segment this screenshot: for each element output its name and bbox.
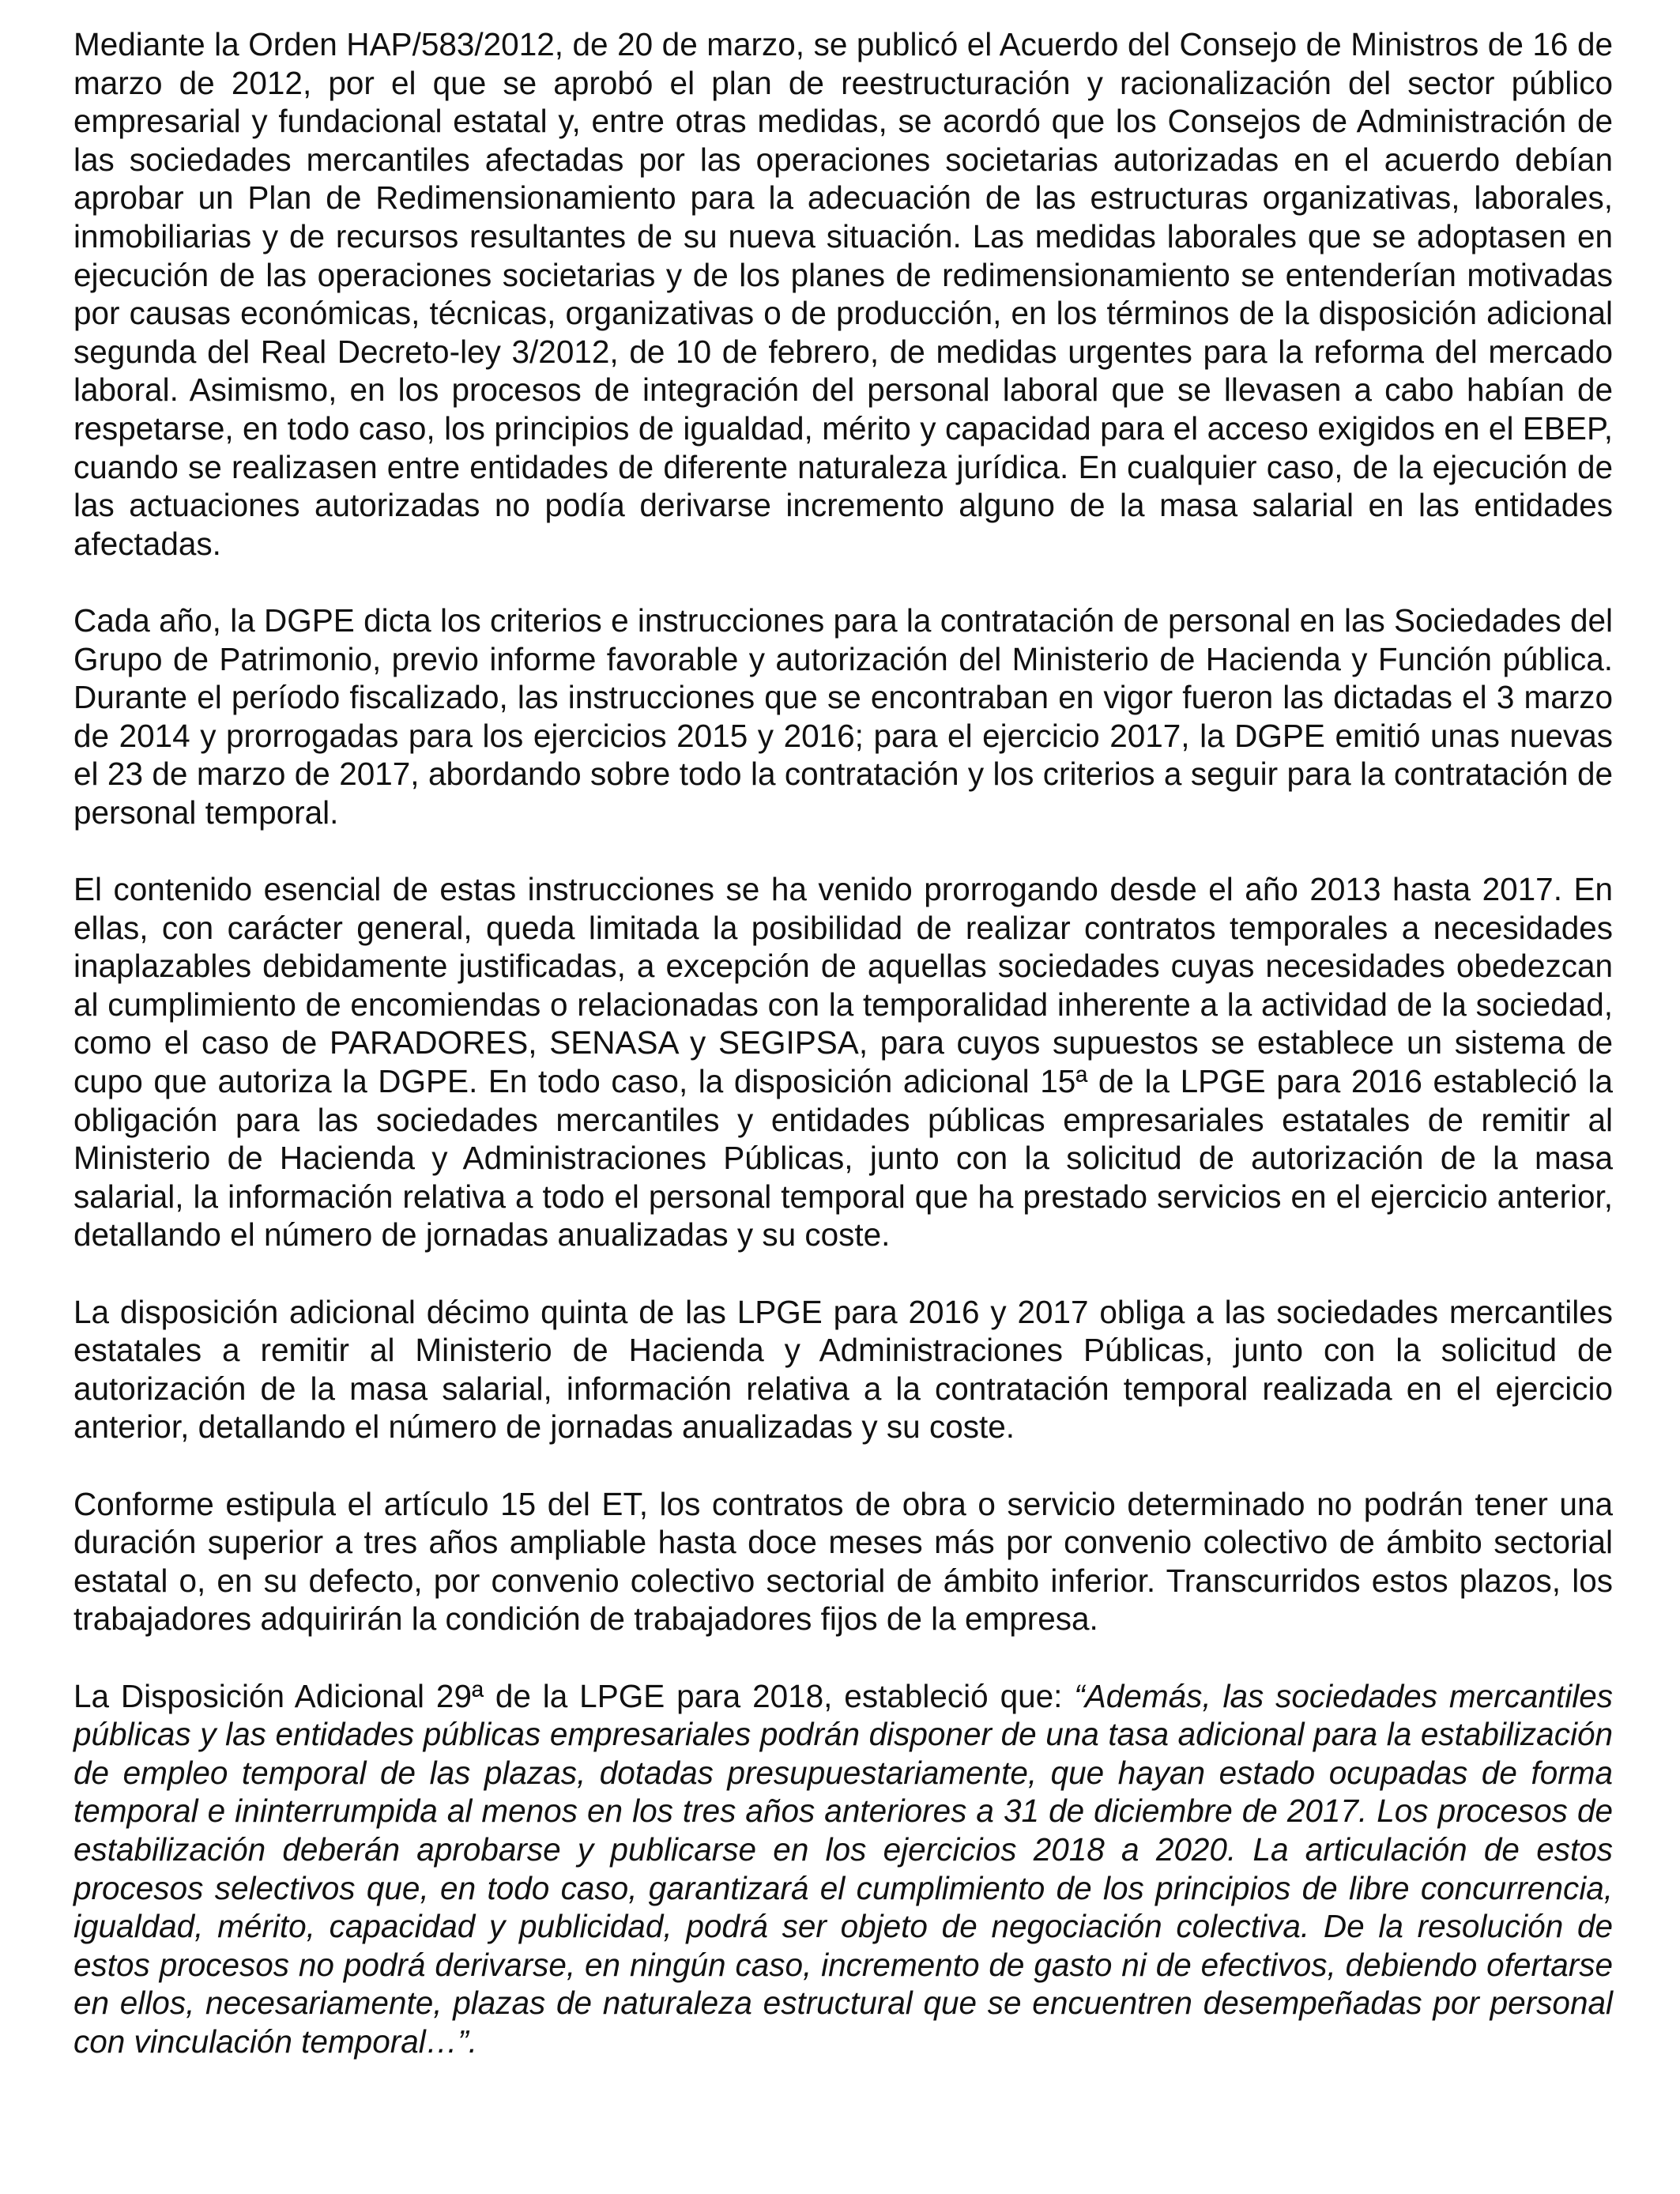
- paragraph-intro-text: La Disposición Adicional 29ª de la LPGE para 2018, estableció que:: [73, 1677, 1075, 1714]
- paragraph-disposicion-decimo-quinta: La disposición adicional décimo quinta de las LPGE para 2016 y 2017 obliga a las sociedades mercantiles estatales a remitir al Ministerio de Hacienda y Administraciones Públicas, junto con la solicitud de autorización de la masa salarial, información relativa a la contratación temporal realizada en el ejercicio anterior, detallando el número de jornadas anualizadas y su coste.: [73, 1293, 1613, 1446]
- paragraph-contenido-instrucciones: El contenido esencial de estas instrucciones se ha venido prorrogando desde el año 2013 hasta 2017. En ellas, con carácter general, queda limitada la posibilidad de realizar contratos temporales a necesidades inaplazables debidamente justificadas, a excepción de aquellas sociedades cuyas necesidades obedezcan al cumplimiento de encomiendas o relacionadas con la temporalidad inherente a la actividad de la sociedad, como el caso de PARADORES, SENASA y SEGIPSA, para cuyos supuestos se establece un sistema de cupo que autoriza la DGPE. En todo caso, la disposición adicional 15ª de la LPGE para 2016 estableció la obligación para las sociedades mercantiles y entidades públicas empresariales estatales de remitir al Ministerio de Hacienda y Administraciones Públicas, junto con la solicitud de autorización de la masa salarial, la información relativa a todo el personal temporal que ha prestado servicios en el ejercicio anterior, detallando el número de jornadas anualizadas y su coste.: [73, 871, 1613, 1253]
- document-page: [73, 25, 1613, 2060]
- paragraph-articulo-15-et: Conforme estipula el artículo 15 del ET, los contratos de obra o servicio determinado no podrán tener una duración superior a tres años ampliable hasta doce meses más por convenio colectivo de ámbito sectorial estatal o, en su defecto, por convenio colectivo sectorial de ámbito inferior. Transcurridos estos plazos, los trabajadores adquirirán la condición de trabajadores fijos de la empresa.: [73, 1485, 1613, 1638]
- quoted-text: “Además, las sociedades mercantiles públicas y las entidades públicas empresariales podrán disponer de una tasa adicional para la estabilización de empleo temporal de las plazas, dotadas presupuestariamente, que hayan estado ocupadas de forma temporal e ininterrumpida al menos en los tres años anteriores a 31 de diciembre de 2017. Los procesos de estabilización deberán aprobarse y publicarse en los ejercicios 2018 a 2020. La articulación de estos procesos selectivos que, en todo caso, garantizará el cumplimiento de los principios de libre concurrencia, igualdad, mérito, capacidad y publicidad, podrá ser objeto de negociación colectiva. De la resolución de estos procesos no podrá derivarse, en ningún caso, incremento de gasto ni de efectivos, debiendo ofertarse en ellos, necesariamente, plazas de naturaleza estructural que se encuentren desempeñadas por personal con vinculación temporal…”.: [73, 1677, 1613, 2060]
- paragraph-disposicion-29: [73, 1677, 1613, 2061]
- paragraph-dgpe-criterios: Cada año, la DGPE dicta los criterios e instrucciones para la contratación de personal en las Sociedades del Grupo de Patrimonio, previo informe favorable y autorización del Ministerio de Hacienda y Función pública. Durante el período fiscalizado, las instrucciones que se encontraban en vigor fueron las dictadas el 3 marzo de 2014 y prorrogadas para los ejercicios 2015 y 2016; para el ejercicio 2017, la DGPE emitió unas nuevas el 23 de marzo de 2017, abordando sobre todo la contratación y los criterios a seguir para la contratación de personal temporal.: [73, 601, 1613, 831]
- paragraph-orden-hap: Mediante la Orden HAP/583/2012, de 20 de marzo, se publicó el Acuerdo del Consejo de Ministros de 16 de marzo de 2012, por el que se aprobó el plan de reestructuración y racionalización del sector público empresarial y fundacional estatal y, entre otras medidas, se acordó que los Consejos de Administración de las sociedades mercantiles afectadas por las operaciones societarias autorizadas en el acuerdo debían aprobar un Plan de Redimensionamiento para la adecuación de las estructuras organizativas, laborales, inmobiliarias y de recursos resultantes de su nueva situación. Las medidas laborales que se adoptasen en ejecución de las operaciones societarias y de los planes de redimensionamiento se entenderían motivadas por causas económicas, técnicas, organizativas o de producción, en los términos de la disposición adicional segunda del Real Decreto-ley 3/2012, de 10 de febrero, de medidas urgentes para la reforma del mercado laboral. Asimismo, en los procesos de integración del personal laboral que se llevasen a cabo habían de respetarse, en todo caso, los principios de igualdad, mérito y capacidad para el acceso exigidos en el EBEP, cuando se realizasen entre entidades de diferente naturaleza jurídica. En cualquier caso, de la ejecución de las actuaciones autorizadas no podía derivarse incremento alguno de la masa salarial en las entidades afectadas.: [73, 26, 1613, 562]
